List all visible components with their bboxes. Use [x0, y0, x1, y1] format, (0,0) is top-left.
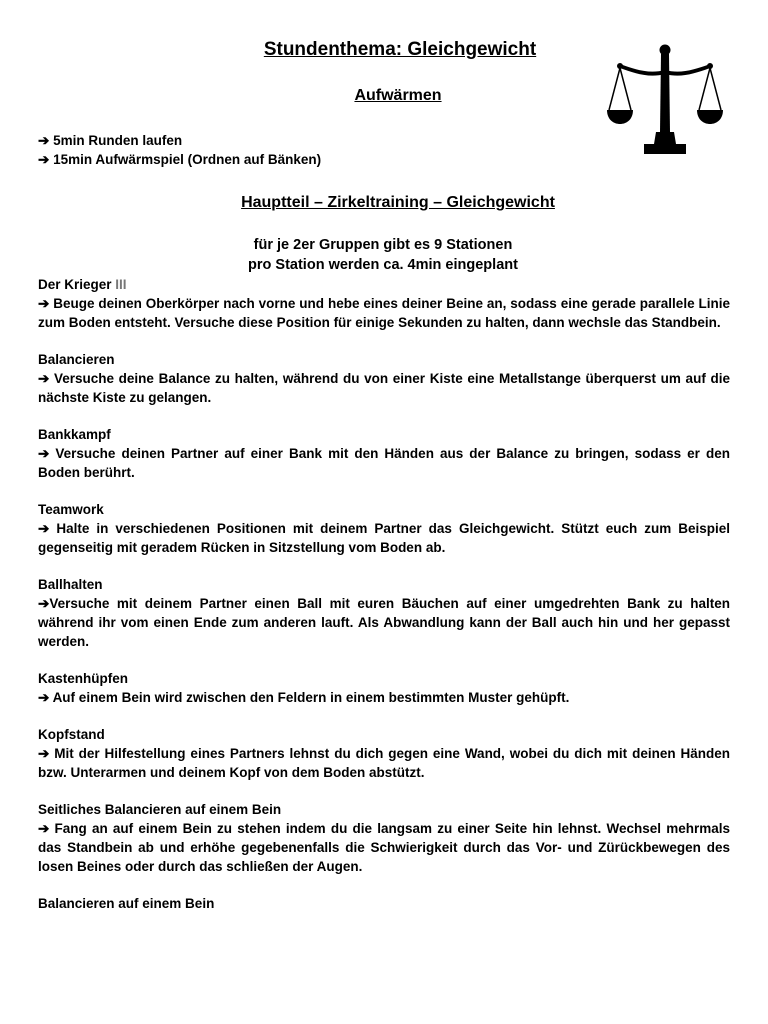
- warmup-heading: Aufwärmen: [354, 87, 442, 104]
- intro-line-duration: pro Station werden ca. 4min eingeplant: [248, 257, 518, 273]
- station-description: ➔ Beuge deinen Oberkörper nach vorne und hebe eines deiner Beine an, sodass eine gerade parallele Linie zum Boden entsteht. Versuche diese Position für einige Sekunden zu halten, dann wechsle das Standbein.: [38, 296, 730, 330]
- arrow-right-icon: ➔: [38, 371, 50, 386]
- station-list: [38, 275, 730, 931]
- station-description: ➔ Mit der Hilfestellung eines Partners lehnst du dich gegen eine Wand, wobei du dich mit deinen Händen bzw. Unterarmen und deinem Kopf von dem Boden abstützt.: [38, 746, 730, 780]
- arrow-right-icon: ➔: [38, 521, 50, 536]
- station-description: ➔ Fang an auf einem Bein zu stehen indem du die langsam zu einer Seite hin lehnst. Wechsel mehrmals das Standbein ab und erhöhe gegebenenfalls die Schwierigkeit durch das Vor- und Zürückbewegen des losen Beines oder durch das schließen der Augen.: [38, 821, 730, 874]
- station-item: [38, 894, 730, 913]
- warmup-item-text: 5min Runden laufen: [53, 133, 183, 148]
- roman-numeral: III: [115, 277, 127, 292]
- warmup-item: [38, 150, 321, 169]
- station-item: [38, 500, 730, 557]
- station-description: ➔ Auf einem Bein wird zwischen den Feldern in einem bestimmten Muster gehüpft.: [38, 690, 570, 705]
- intro-text: [0, 235, 766, 275]
- warmup-list: [38, 131, 321, 169]
- station-name: Teamwork: [38, 502, 104, 517]
- main-heading: Hauptteil – Zirkeltraining – Gleichgewicht: [241, 194, 555, 211]
- warmup-item: [38, 131, 321, 150]
- station-name: Seitliches Balancieren auf einem Bein: [38, 802, 282, 817]
- station-name: Balancieren auf einem Bein: [38, 896, 215, 911]
- arrow-right-icon: ➔: [38, 152, 50, 167]
- station-item: [38, 350, 730, 407]
- station-name: Kastenhüpfen: [38, 671, 129, 686]
- station-name: Ballhalten: [38, 577, 103, 592]
- station-item: [38, 275, 730, 332]
- station-item: [38, 575, 730, 651]
- arrow-right-icon: ➔: [38, 596, 50, 611]
- page-title: Stundenthema: Gleichgewicht: [263, 39, 537, 60]
- station-description: ➔ Halte in verschiedenen Positionen mit deinem Partner das Gleichgewicht. Stützt euch zum Beispiel gegenseitig mit geradem Rücken in Sitzstellung vom Boden ab.: [38, 521, 730, 555]
- intro-line-groups: für je 2er Gruppen gibt es 9 Stationen: [253, 237, 513, 253]
- arrow-right-icon: ➔: [38, 133, 50, 148]
- station-name: Der Krieger III: [38, 277, 127, 292]
- arrow-right-icon: ➔: [38, 446, 50, 461]
- station-name: Balancieren: [38, 352, 115, 367]
- arrow-right-icon: ➔: [38, 296, 50, 311]
- station-description: ➔ Versuche deinen Partner auf einer Bank mit den Händen aus der Balance zu bringen, sodass er den Boden berührt.: [38, 446, 730, 480]
- station-item: [38, 800, 730, 876]
- station-name: Kopfstand: [38, 727, 105, 742]
- station-description: ➔Versuche mit deinem Partner einen Ball mit euren Bäuchen auf einer umgedrehten Bank zu halten während ihr vom einen Ende zum anderen lauft. Als Abwandlung kann der Ball auch hin und her gepasst werden.: [38, 596, 730, 649]
- arrow-right-icon: ➔: [38, 746, 50, 761]
- station-name: Bankkampf: [38, 427, 111, 442]
- station-item: [38, 425, 730, 482]
- station-description: ➔ Versuche deine Balance zu halten, während du von einer Kiste eine Metallstange überquerst um auf die nächste Kiste zu gelangen.: [38, 371, 730, 405]
- station-item: [38, 669, 730, 707]
- station-item: [38, 725, 730, 782]
- arrow-right-icon: ➔: [38, 690, 50, 705]
- arrow-right-icon: ➔: [38, 821, 50, 836]
- warmup-item-text: 15min Aufwärmspiel (Ordnen auf Bänken): [53, 152, 322, 167]
